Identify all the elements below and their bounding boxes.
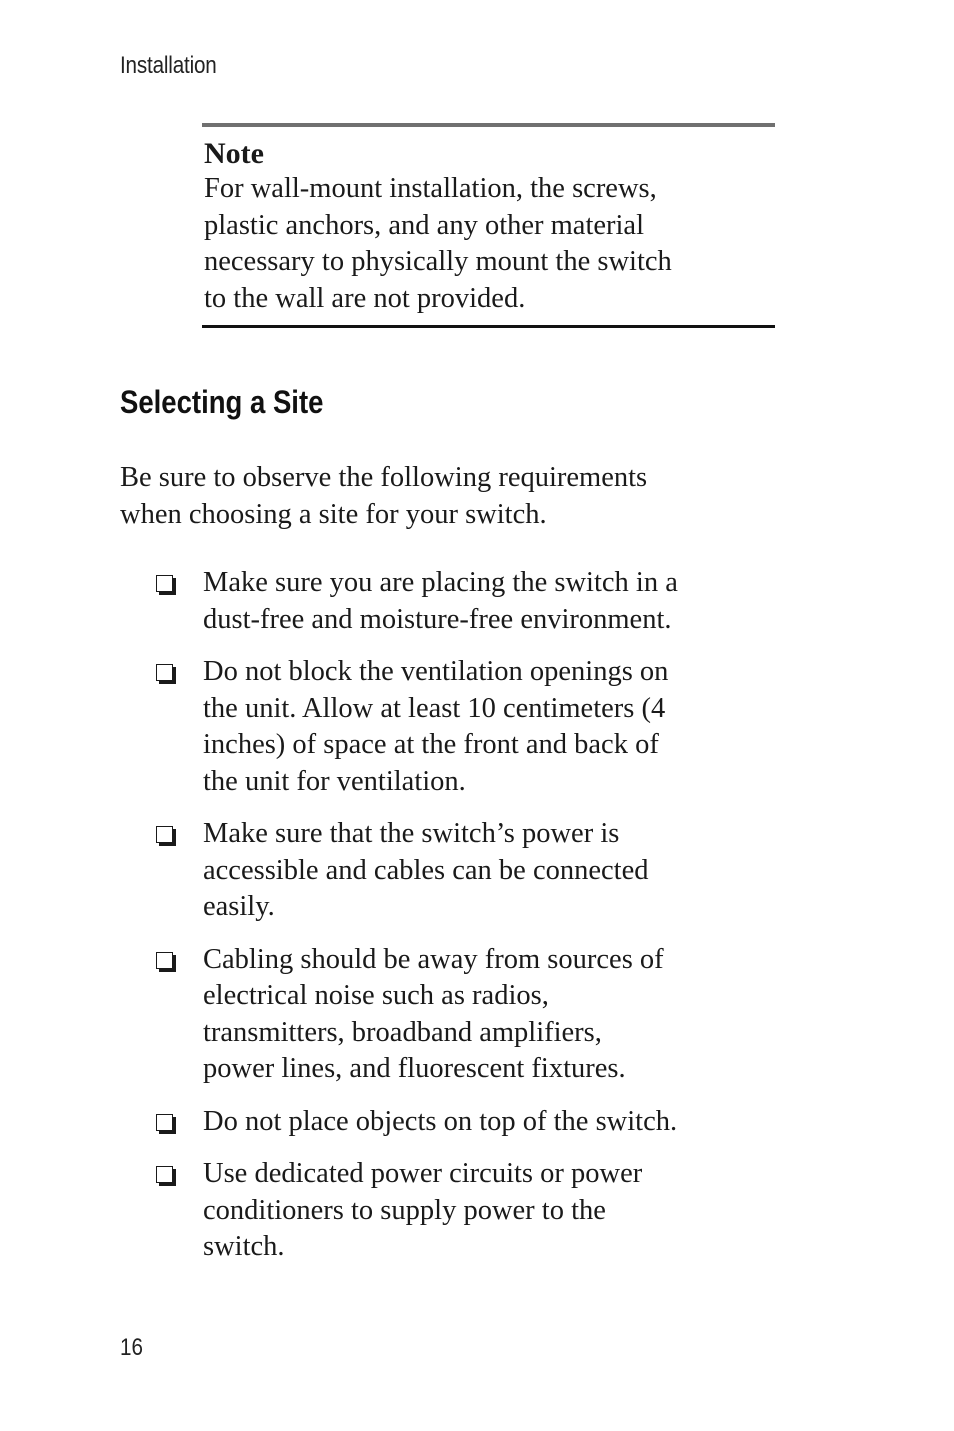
- list-item-text: Do not block the ventilation openings on the unit. Allow at least 10 centimeters (4 inches) of space at the front and back of the unit for ventilation.: [203, 656, 669, 797]
- section-heading: Selecting a Site: [120, 384, 324, 420]
- list-item: [154, 942, 794, 1088]
- note-title: Note: [204, 137, 264, 170]
- list-item: [154, 1104, 794, 1141]
- list-item-text: Make sure that the switch’s power is accessible and cables can be connected easily.: [203, 818, 649, 922]
- list-item: [154, 1156, 794, 1266]
- list-item-text: Make sure you are placing the switch in a dust-free and moisture-free environment.: [203, 567, 678, 635]
- page-number: 16: [120, 1334, 143, 1361]
- checkbox-icon: [156, 1166, 173, 1183]
- list-item: [154, 654, 794, 800]
- note-text: For wall-mount installation, the screws, plastic anchors, and any other material necessary to physically mount the switch to the wall are not provided.: [204, 173, 672, 314]
- list-item-text: Use dedicated power circuits or power conditioners to supply power to the switch.: [203, 1158, 643, 1262]
- list-item: [154, 816, 794, 926]
- note-box: [202, 123, 775, 328]
- list-item-text: Cabling should be away from sources of electrical noise such as radios, transmitters, broadband amplifiers, power lines, and fluorescent fixtures.: [203, 943, 664, 1084]
- checkbox-icon: [156, 664, 173, 681]
- checkbox-icon: [156, 952, 173, 969]
- checkbox-icon: [156, 1114, 173, 1131]
- intro-paragraph: Be sure to observe the following requirements when choosing a site for your switch.: [120, 462, 648, 530]
- checkbox-icon: [156, 826, 173, 843]
- running-header: Installation: [120, 52, 217, 79]
- requirements-list: [154, 565, 794, 1282]
- list-item-text: Do not place objects on top of the switch.: [203, 1105, 678, 1137]
- checkbox-icon: [156, 575, 173, 592]
- list-item: [154, 565, 794, 638]
